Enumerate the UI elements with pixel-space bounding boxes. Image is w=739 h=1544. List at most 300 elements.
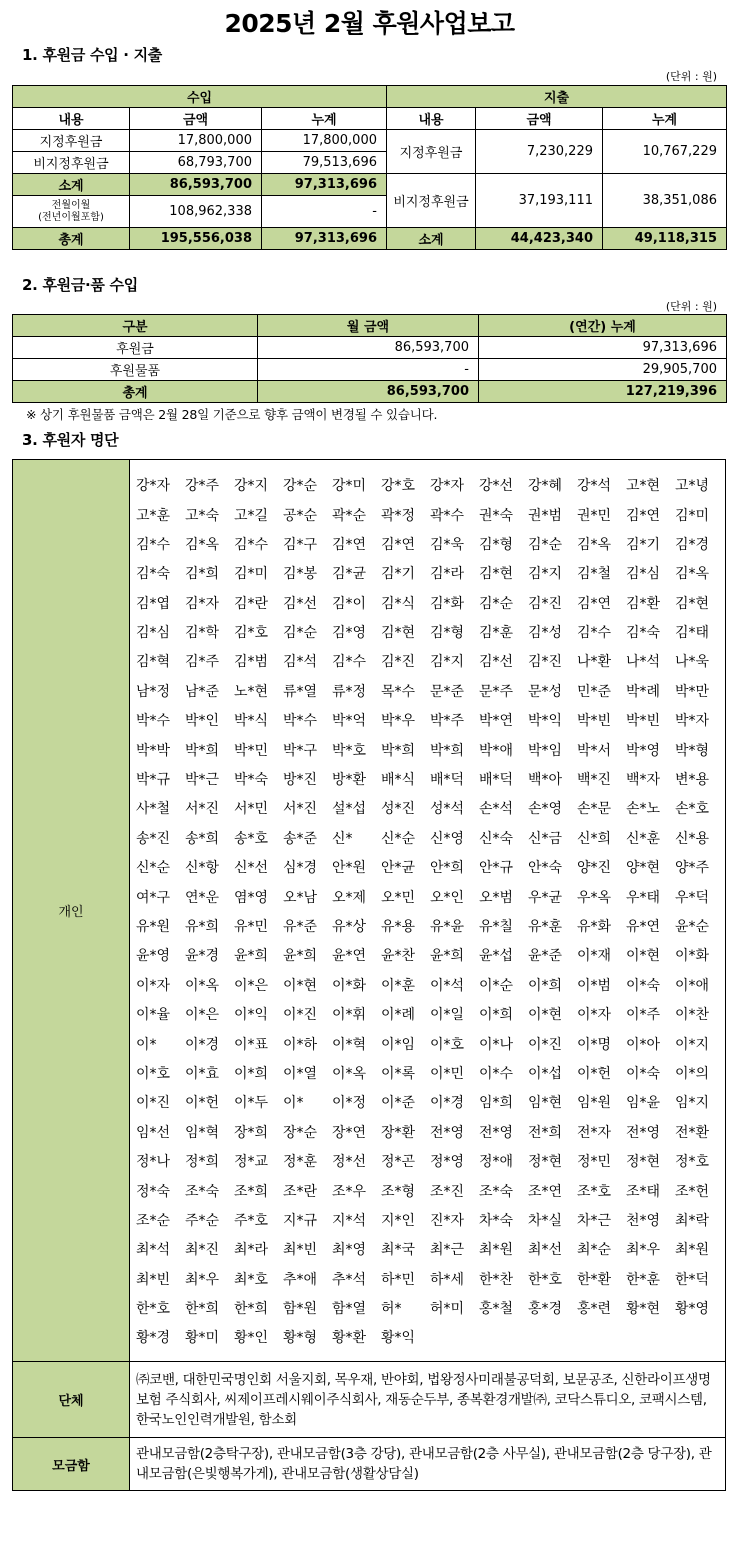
donor-name: 염*영 — [234, 889, 269, 906]
donor-name: 박*규 — [136, 772, 171, 789]
donor-name: 오*남 — [283, 889, 318, 906]
donor-name: 이*표 — [234, 1036, 269, 1053]
donor-name: 차*근 — [577, 1212, 612, 1229]
donor-name: 최*진 — [185, 1242, 220, 1259]
donor-name: 조*숙 — [185, 1183, 220, 1200]
donor-name: 양*주 — [675, 860, 710, 877]
row-monthly: 86,593,700 — [258, 337, 479, 359]
donor-name: 이*은 — [234, 977, 269, 994]
donor-name: 최*빈 — [283, 1242, 318, 1259]
donor-name: 정*영 — [430, 1154, 465, 1171]
donor-name: 박*연 — [479, 713, 514, 730]
donor-name: 이*수 — [479, 1065, 514, 1082]
donor-name: 강*주 — [185, 478, 220, 495]
donor-name: 이*진 — [528, 1036, 563, 1053]
donor-name: 김*기 — [381, 566, 416, 583]
donor-name: 유*훈 — [528, 919, 563, 935]
donor-name: 최*석 — [136, 1242, 171, 1259]
donor-name: 허* — [381, 1301, 402, 1318]
donor-name: 문*준 — [430, 683, 465, 700]
donor-name: 신*숙 — [479, 830, 514, 847]
donor-name: 정*곤 — [381, 1154, 416, 1171]
donor-name: 박*영 — [626, 742, 661, 759]
income-row-label: 지정후원금 — [13, 130, 130, 152]
income-row-cumulative: 17,800,000 — [262, 130, 387, 152]
donor-name: 이*은 — [185, 1007, 220, 1024]
donor-name: 이*숙 — [626, 977, 661, 994]
donor-name: 김*화 — [430, 595, 465, 612]
donor-name: 김*연 — [332, 536, 367, 553]
donor-name: 이*희 — [479, 1007, 514, 1024]
donor-name: 박*호 — [332, 742, 367, 759]
donor-name: 홍*경 — [528, 1301, 563, 1318]
donor-name: 주*호 — [234, 1212, 269, 1229]
donor-name: 나*석 — [626, 654, 661, 671]
donor-name: 오*제 — [332, 889, 367, 906]
donor-name: 이*지 — [675, 1036, 710, 1053]
donor-name: 노*현 — [234, 683, 269, 700]
col-amount: 금액 — [130, 108, 262, 130]
donor-name: 김*진 — [528, 654, 563, 671]
donor-name: 강*자 — [136, 478, 171, 495]
donor-name: 박*희 — [381, 742, 416, 759]
donor-name: 이*옥 — [332, 1065, 367, 1082]
donor-name: 공*순 — [283, 507, 318, 524]
donor-name: 김*옥 — [675, 566, 710, 583]
donor-name: 이*나 — [479, 1036, 514, 1053]
donor-name: 임*원 — [577, 1095, 612, 1112]
donor-name: 하*세 — [430, 1271, 465, 1288]
donor-name: 박*희 — [185, 742, 220, 759]
donor-name: 김*철 — [577, 566, 612, 583]
donor-name: 우*덕 — [675, 889, 710, 906]
donor-name: 류*정 — [332, 683, 367, 700]
donor-name: 이*율 — [136, 1007, 171, 1024]
donor-name: 조*우 — [332, 1183, 367, 1200]
donor-name: 지*인 — [381, 1212, 416, 1229]
donor-name: 박*민 — [234, 742, 269, 759]
donor-name: 조*형 — [381, 1183, 416, 1200]
donor-name: 박*근 — [185, 772, 220, 789]
donor-name: 유*칠 — [479, 919, 514, 935]
box-names: 관내모금함(2층탁구장), 관내모금함(3층 강당), 관내모금함(2층 사무실), 관내모금함(2층 당구장), 관내모금함(은빛행복가게), 관내모금함(생활상담실) — [130, 1438, 726, 1491]
donor-name: 배*식 — [381, 772, 416, 789]
donor-name: 김*현 — [675, 595, 710, 612]
donor-name: 조*태 — [626, 1183, 661, 1200]
donor-name: 박*주 — [430, 713, 465, 730]
donor-name: 이*경 — [185, 1036, 220, 1053]
total-annual: 127,219,396 — [479, 381, 727, 403]
donor-name: 신*용 — [675, 830, 710, 847]
donor-name: 김*순 — [283, 625, 318, 642]
donor-name: 임*윤 — [626, 1095, 661, 1112]
donor-name: 유*윤 — [430, 919, 465, 935]
donor-name: 윤*희 — [234, 948, 269, 965]
donor-name: 윤*찬 — [381, 948, 416, 965]
donor-name: 신* — [332, 830, 353, 847]
donor-name: 황*형 — [283, 1330, 318, 1347]
donor-name: 유*원 — [136, 919, 171, 935]
donor-name: 김*지 — [528, 566, 563, 583]
donor-name: 박*숙 — [234, 772, 269, 789]
expense-row-amount: 7,230,229 — [476, 130, 603, 174]
donor-name: 최*라 — [234, 1242, 269, 1259]
donor-name: 이*재 — [577, 948, 612, 965]
donor-name: 권*민 — [577, 507, 612, 524]
donor-name: 남*준 — [185, 683, 220, 700]
donor-name: 윤*경 — [185, 948, 220, 965]
donor-name: 이*현 — [528, 1007, 563, 1024]
income-row-label: 비지정후원금 — [13, 152, 130, 174]
donor-name: 여*구 — [136, 889, 171, 906]
donor-name: 정*현 — [626, 1154, 661, 1171]
donor-name: 곽*정 — [381, 507, 416, 524]
col-monthly: 월 금액 — [258, 315, 479, 337]
donor-name: 임*현 — [528, 1095, 563, 1112]
donor-name: 이*섭 — [528, 1065, 563, 1082]
donor-name: 이*헌 — [577, 1065, 612, 1082]
donor-name: 김*순 — [479, 595, 514, 612]
donor-name: 김*미 — [675, 507, 710, 524]
donor-name: 권*숙 — [479, 507, 514, 524]
donor-name: 이*하 — [283, 1036, 318, 1053]
donor-name: 박*인 — [185, 713, 220, 730]
section-2-heading: 2. 후원금·품 수입 — [22, 276, 138, 294]
col-type: 구분 — [13, 315, 258, 337]
donor-name: 김*란 — [234, 595, 269, 612]
donor-name: 주*순 — [185, 1212, 220, 1229]
income-subtotal-label: 소계 — [13, 174, 130, 196]
donor-name: 손*영 — [528, 801, 563, 818]
donor-name: 전*영 — [430, 1124, 465, 1141]
donor-name: 김*옥 — [185, 536, 220, 553]
donor-name: 곽*순 — [332, 507, 367, 524]
expense-subtotal-label: 소계 — [387, 228, 476, 250]
donor-name: 김*연 — [626, 507, 661, 524]
donor-name: 이*주 — [626, 1007, 661, 1024]
donor-name: 이*민 — [430, 1065, 465, 1082]
donor-name: 윤*순 — [675, 919, 710, 935]
donor-name: 최*원 — [675, 1242, 710, 1259]
donor-name: 김*석 — [283, 654, 318, 671]
col-content-exp: 내용 — [387, 108, 476, 130]
donor-name: 김*연 — [577, 595, 612, 612]
donor-name: 조*호 — [577, 1183, 612, 1200]
donor-name: 임*지 — [675, 1095, 710, 1112]
income-header: 수입 — [13, 86, 387, 108]
donor-name: 곽*수 — [430, 507, 465, 524]
donor-name: 류*열 — [283, 683, 318, 700]
donor-name: 이*희 — [528, 977, 563, 994]
donor-name: 황*환 — [332, 1330, 367, 1347]
section-1-unit: (단위 : 원) — [665, 70, 717, 83]
col-cumulative-exp: 누계 — [603, 108, 727, 130]
row-label: 후원금 — [13, 337, 258, 359]
donor-name: 이* — [136, 1036, 157, 1053]
donor-name: 지*석 — [332, 1212, 367, 1229]
donor-name: 김*지 — [430, 654, 465, 671]
donor-name: 전*환 — [675, 1124, 710, 1141]
donor-name: 조*헌 — [675, 1183, 710, 1200]
donor-name: 최*우 — [626, 1242, 661, 1259]
donor-name: 유*연 — [626, 919, 661, 935]
donor-name: 최*원 — [479, 1242, 514, 1259]
donor-list-table — [12, 459, 726, 1491]
donor-name: 김*경 — [675, 536, 710, 553]
donor-name: 박*수 — [136, 713, 171, 730]
donor-name: 신*순 — [381, 830, 416, 847]
donor-name: 황*현 — [626, 1301, 661, 1318]
donor-name: 이*헌 — [185, 1095, 220, 1112]
donor-name: 연*운 — [185, 889, 220, 906]
donor-name: 조*진 — [430, 1183, 465, 1200]
donor-name: 나*욱 — [675, 654, 710, 671]
income-total-cumulative: 97,313,696 — [262, 228, 387, 250]
donor-name: 진*자 — [430, 1212, 465, 1229]
donor-name: 장*연 — [332, 1124, 367, 1141]
donor-name: 김*옥 — [577, 536, 612, 553]
donor-name: 심*경 — [283, 860, 318, 877]
donor-name: 이*자 — [577, 1007, 612, 1024]
donor-name: 김*형 — [479, 536, 514, 553]
donor-name: 홍*철 — [479, 1301, 514, 1318]
donor-name: 한*환 — [577, 1271, 612, 1288]
donor-name: 이*두 — [234, 1095, 269, 1112]
donor-name: 박*애 — [479, 742, 514, 759]
donor-name: 이*호 — [136, 1065, 171, 1082]
donor-name: 강*자 — [430, 478, 465, 495]
donor-name: 김*진 — [528, 595, 563, 612]
donor-name: 백*아 — [528, 772, 563, 789]
expense-row-cumulative: 38,351,086 — [603, 174, 727, 228]
donor-name: 이*임 — [381, 1036, 416, 1053]
donor-name: 송*희 — [185, 830, 220, 847]
donor-name: 박*우 — [381, 713, 416, 730]
donor-name: 배*덕 — [479, 772, 514, 789]
donor-name: 박*익 — [528, 713, 563, 730]
col-amount-exp: 금액 — [476, 108, 603, 130]
donor-name: 최*영 — [332, 1242, 367, 1259]
donor-name: 박*구 — [283, 742, 318, 759]
donor-name: 이*익 — [234, 1007, 269, 1024]
donor-name: 박*례 — [626, 683, 661, 700]
donor-name: 성*진 — [381, 801, 416, 818]
donor-name: 박*형 — [675, 742, 710, 759]
donor-name: 이*열 — [283, 1065, 318, 1082]
donor-name: 김*기 — [626, 536, 661, 553]
donor-name: 김*수 — [577, 625, 612, 642]
donor-name: 이*옥 — [185, 977, 220, 994]
donor-name: 양*진 — [577, 860, 612, 877]
donor-name: 유*용 — [381, 919, 416, 935]
donor-name: 정*호 — [675, 1154, 710, 1171]
donor-name: 성*석 — [430, 801, 465, 818]
donor-name: 이*훈 — [381, 977, 416, 994]
donor-name: 이*효 — [185, 1065, 220, 1082]
total-label: 총계 — [13, 381, 258, 403]
donor-name: 서*민 — [234, 801, 269, 818]
donor-name: 조*연 — [528, 1183, 563, 1200]
donor-name: 김*연 — [381, 536, 416, 553]
donor-name: 박*자 — [675, 713, 710, 730]
goods-note: ※ 상기 후원물품 금액은 2월 28일 기준으로 향후 금액이 변경될 수 있습니다. — [26, 407, 438, 422]
donor-name: 배*덕 — [430, 772, 465, 789]
donor-name: 안*숙 — [528, 860, 563, 877]
donor-name: 김*봉 — [283, 566, 318, 583]
org-label: 단체 — [13, 1362, 130, 1438]
donor-name: 황*영 — [675, 1301, 710, 1318]
donor-name: 황*경 — [136, 1330, 171, 1347]
donor-name: 오*민 — [381, 889, 416, 906]
donor-name: 김*희 — [185, 566, 220, 583]
individual-label: 개인 — [13, 460, 130, 1362]
donor-name: 이*의 — [675, 1065, 710, 1082]
donor-name: 이*정 — [332, 1095, 367, 1112]
donor-name: 안*균 — [381, 860, 416, 877]
income-subtotal-cumulative: 97,313,696 — [262, 174, 387, 196]
income-row-amount: 68,793,700 — [130, 152, 262, 174]
donor-name: 김*엽 — [136, 595, 171, 612]
donor-name: 김*현 — [479, 566, 514, 583]
donor-name: 박*서 — [577, 742, 612, 759]
donor-name: 이*화 — [332, 977, 367, 994]
donor-name: 전*영 — [479, 1124, 514, 1141]
donor-name: 신*영 — [430, 830, 465, 847]
expense-header: 지출 — [387, 86, 727, 108]
donor-name: 김*수 — [136, 536, 171, 553]
donor-name: 김*형 — [430, 625, 465, 642]
row-label: 후원물품 — [13, 359, 258, 381]
col-cumulative: 누계 — [262, 108, 387, 130]
donor-name: 추*석 — [332, 1271, 367, 1288]
donor-name: 송*진 — [136, 830, 171, 847]
donor-name: 조*숙 — [479, 1183, 514, 1200]
donor-name: 송*호 — [234, 830, 269, 847]
donor-name: 방*진 — [283, 772, 318, 789]
donor-name: 윤*영 — [136, 948, 171, 965]
donor-name: 설*섭 — [332, 801, 367, 818]
donor-name: 김*선 — [283, 595, 318, 612]
donor-name: 김*호 — [234, 625, 269, 642]
donor-name: 지*규 — [283, 1212, 318, 1229]
donor-name: 문*주 — [479, 683, 514, 700]
donor-name: 이*준 — [381, 1095, 416, 1112]
donor-name: 강*선 — [479, 478, 514, 495]
donor-name: 김*구 — [283, 536, 318, 553]
donor-name: 김*진 — [381, 654, 416, 671]
org-names: ㈜코밴, 대한민국명인회 서울지회, 목우재, 반야회, 법왕정사미래불공덕회, 보문공조, 신한라이프생명보험 주식회사, 씨제이프레시웨이주식회사, 재동순두부, 종복환경개발㈜, 코닥스튜디오, 코팩시스템, 한국노인인력개발원, 함소회 — [130, 1362, 726, 1438]
donor-name: 김*순 — [528, 536, 563, 553]
donor-name: 유*화 — [577, 919, 612, 935]
donor-name: 함*원 — [283, 1301, 318, 1318]
donor-name: 민*준 — [577, 683, 612, 700]
donor-name: 장*순 — [283, 1124, 318, 1141]
donor-name: 신*희 — [577, 830, 612, 847]
donor-name: 김*주 — [185, 654, 220, 671]
donor-name: 고*녕 — [675, 478, 710, 495]
donor-name: 최*순 — [577, 1242, 612, 1259]
donor-name: 이*현 — [626, 948, 661, 965]
income-total-amount: 195,556,038 — [130, 228, 262, 250]
box-label: 모금함 — [13, 1438, 130, 1491]
donor-name: 장*희 — [234, 1124, 269, 1141]
donor-name: 신*선 — [234, 860, 269, 877]
carryover-label: 전월이월 (전년이월포함) — [13, 196, 130, 228]
expense-row-cumulative: 10,767,229 — [603, 130, 727, 174]
donor-name: 김*라 — [430, 566, 465, 583]
donor-name: 이*애 — [675, 977, 710, 994]
expense-subtotal-cumulative: 49,118,315 — [603, 228, 727, 250]
donor-name: 김*숙 — [136, 566, 171, 583]
donor-name: 윤*섭 — [479, 948, 514, 965]
donor-name: 김*학 — [185, 625, 220, 642]
donor-name: 정*나 — [136, 1154, 171, 1171]
donor-name: 오*범 — [479, 889, 514, 906]
donor-name: 전*희 — [528, 1124, 563, 1141]
donor-name: 방*환 — [332, 772, 367, 789]
donor-name: 이*례 — [381, 1007, 416, 1024]
income-total-label: 총계 — [13, 228, 130, 250]
donor-name: 한*덕 — [675, 1271, 710, 1288]
donor-name: 하*민 — [381, 1271, 416, 1288]
donor-name: 손*문 — [577, 801, 612, 818]
donor-name: 우*태 — [626, 889, 661, 906]
donor-name: 전*영 — [626, 1124, 661, 1141]
income-subtotal-amount: 86,593,700 — [130, 174, 262, 196]
expense-row-amount: 37,193,111 — [476, 174, 603, 228]
donor-name: 박*만 — [675, 683, 710, 700]
donor-name: 이*화 — [675, 948, 710, 965]
donor-name: 박*빈 — [577, 713, 612, 730]
donor-name: 윤*연 — [332, 948, 367, 965]
donor-name: 고*현 — [626, 478, 661, 495]
donor-name: 김*자 — [185, 595, 220, 612]
donor-name: 임*혁 — [185, 1124, 220, 1141]
donor-name: 김*심 — [136, 625, 171, 642]
donor-name: 고*숙 — [185, 507, 220, 524]
donor-name: 조*희 — [234, 1183, 269, 1200]
donor-name: 김*심 — [626, 566, 661, 583]
donor-name: 정*애 — [479, 1154, 514, 1171]
donor-name: 한*훈 — [626, 1271, 661, 1288]
donor-name: 이*일 — [430, 1007, 465, 1024]
donor-name: 이*현 — [283, 977, 318, 994]
donor-name: 사*철 — [136, 801, 171, 818]
donor-name: 김*성 — [528, 625, 563, 642]
donor-name: 장*환 — [381, 1124, 416, 1141]
donor-name: 강*석 — [577, 478, 612, 495]
donor-name: 윤*희 — [430, 948, 465, 965]
donor-name: 이*혁 — [332, 1036, 367, 1053]
donor-name: 이*진 — [136, 1095, 171, 1112]
donor-name: 정*현 — [528, 1154, 563, 1171]
donor-name: 이*범 — [577, 977, 612, 994]
donor-name: 이*석 — [430, 977, 465, 994]
donor-name: 김*수 — [332, 654, 367, 671]
donor-name: 이*희 — [234, 1065, 269, 1082]
donor-name: 신*훈 — [626, 830, 661, 847]
donor-name: 유*상 — [332, 919, 367, 935]
donor-name: 정*민 — [577, 1154, 612, 1171]
section-1-heading: 1. 후원금 수입 · 지출 — [22, 46, 162, 64]
donor-name: 박*수 — [283, 713, 318, 730]
expense-row-label: 지정후원금 — [387, 130, 476, 174]
individual-names — [130, 460, 726, 1362]
carryover-amount: 108,962,338 — [130, 196, 262, 228]
donor-name: 신*금 — [528, 830, 563, 847]
donor-name: 한*희 — [185, 1301, 220, 1318]
donor-name: 함*열 — [332, 1301, 367, 1318]
